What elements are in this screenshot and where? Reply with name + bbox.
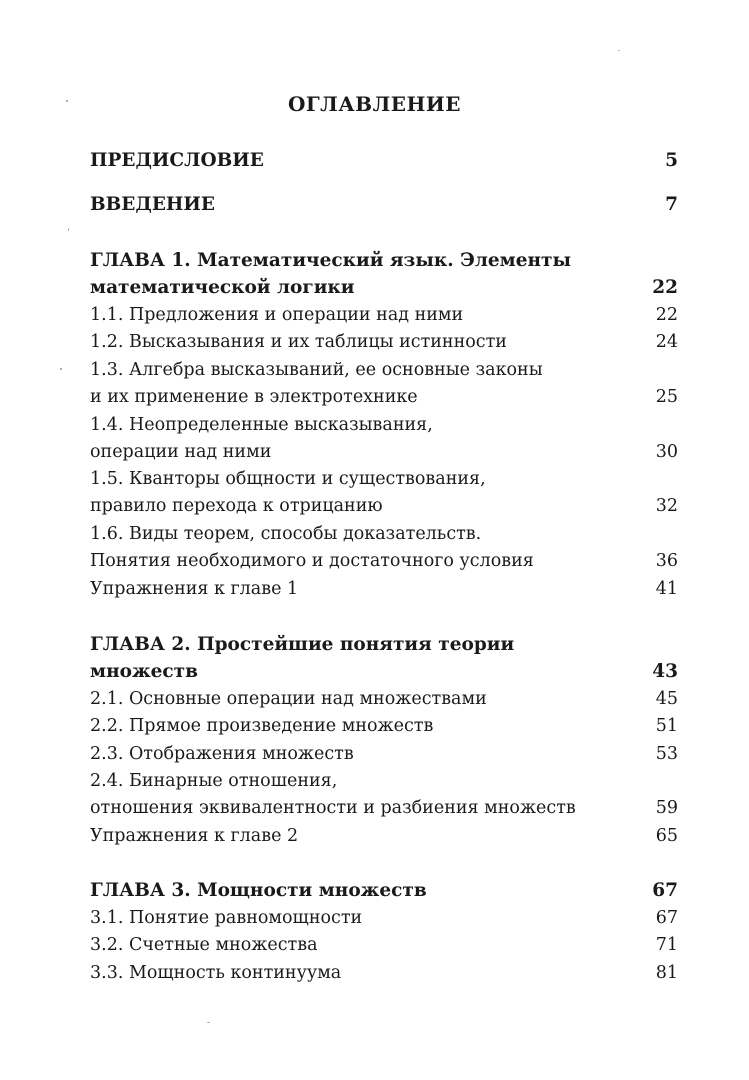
toc-entry (90, 332, 678, 358)
toc-entry (90, 305, 678, 331)
toc-entry-exercises (90, 579, 678, 605)
toc-entry (90, 442, 678, 468)
scan-speck (68, 228, 69, 231)
toc-entry-introduction (90, 194, 678, 220)
entry-title: 1.1. Предложения и операции над ними (90, 305, 464, 325)
toc-entry-preface (90, 150, 678, 176)
entry-title: 2.2. Прямое произведение множеств (90, 716, 434, 736)
entry-page: 24 (655, 332, 678, 352)
toc-entry (90, 689, 678, 715)
entry-title: 2.3. Отображения множеств (90, 744, 354, 764)
entry-title: 3.3. Мощность континуума (90, 963, 342, 983)
entry-title: правило перехода к отрицанию (90, 496, 383, 516)
entry-page: 30 (655, 442, 678, 462)
toc-entry (90, 963, 678, 989)
entry-title: отношения эквивалентности и разбиения множеств (90, 798, 576, 818)
entry-page: 5 (665, 150, 678, 171)
toc-entry-line1: 2.4. Бинарные отношения, (90, 771, 338, 791)
entry-title: ПРЕДИСЛОВИЕ (90, 150, 264, 171)
entry-page: 22 (652, 277, 678, 298)
entry-page: 81 (655, 963, 678, 983)
chapter-2-heading-line2 (90, 661, 678, 687)
entry-title: 3.2. Счетные множества (90, 935, 318, 955)
chapter-1-heading-line2 (90, 277, 678, 303)
entry-page: 65 (655, 826, 678, 846)
entry-title: ГЛАВА 3. Мощности множеств (90, 880, 427, 901)
scan-speck (207, 1022, 210, 1023)
chapter-2-heading: ГЛАВА 2. Простейшие понятия теории (90, 634, 515, 655)
entry-page: 53 (655, 744, 678, 764)
scan-speck (66, 100, 68, 102)
entry-page: 32 (655, 496, 678, 516)
entry-title: 1.2. Высказывания и их таблицы истинности (90, 332, 507, 352)
toc-entry (90, 908, 678, 934)
toc-entry (90, 798, 678, 824)
toc-entry (90, 716, 678, 742)
chapter-1-heading: ГЛАВА 1. Математический язык. Элементы (90, 250, 572, 271)
chapter-3-heading (90, 880, 678, 906)
entry-title: множеств (90, 661, 198, 682)
toc-entry (90, 387, 678, 413)
page-title: ОГЛАВЛЕНИЕ (287, 92, 462, 116)
entry-page: 67 (655, 908, 678, 928)
entry-title: Понятия необходимого и достаточного условия (90, 551, 534, 571)
scan-speck (60, 368, 62, 370)
entry-title: операции над ними (90, 442, 272, 462)
toc-entry-line1: 1.5. Кванторы общности и существования, (90, 469, 486, 489)
entry-page: 43 (652, 661, 678, 682)
entry-page: 45 (655, 689, 678, 709)
entry-title: 3.1. Понятие равномощности (90, 908, 363, 928)
entry-page: 51 (655, 716, 678, 736)
toc-entry (90, 935, 678, 961)
toc-entry-line1: 1.4. Неопределенные высказывания, (90, 415, 433, 435)
entry-title: Упражнения к главе 2 (90, 826, 299, 846)
toc-entry (90, 496, 678, 522)
entry-page: 22 (655, 305, 678, 325)
toc-entry-line1: 1.3. Алгебра высказываний, ее основные законы (90, 360, 543, 380)
toc-entry (90, 551, 678, 577)
scan-speck (618, 50, 620, 51)
entry-page: 41 (655, 579, 678, 599)
entry-page: 71 (655, 935, 678, 955)
entry-title: математической логики (90, 277, 355, 298)
entry-page: 36 (655, 551, 678, 571)
entry-page: 25 (655, 387, 678, 407)
entry-title: ВВЕДЕНИЕ (90, 194, 215, 215)
toc-entry-exercises (90, 826, 678, 852)
entry-title: и их применение в электротехнике (90, 387, 418, 407)
entry-title: Упражнения к главе 1 (90, 579, 299, 599)
entry-page: 7 (665, 194, 678, 215)
entry-page: 59 (655, 798, 678, 818)
toc-entry (90, 744, 678, 770)
toc-entry-line1: 1.6. Виды теорем, способы доказательств. (90, 524, 482, 544)
entry-page: 67 (652, 880, 678, 901)
entry-title: 2.1. Основные операции над множествами (90, 689, 487, 709)
